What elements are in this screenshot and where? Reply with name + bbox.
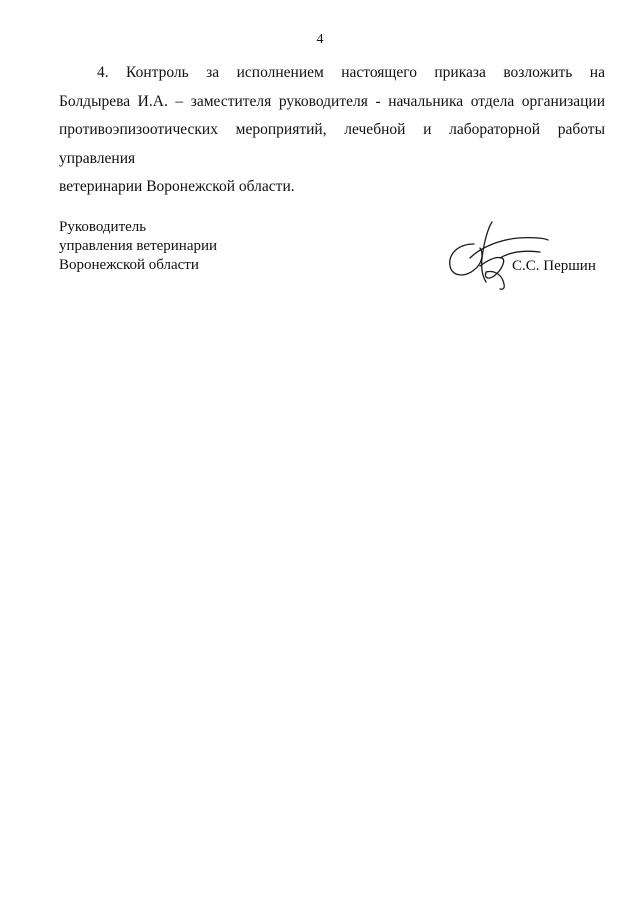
word: исполнением bbox=[236, 64, 324, 81]
item-number: 4. bbox=[97, 64, 109, 81]
signatory-title bbox=[59, 218, 217, 275]
signatory-title-line: Руководитель bbox=[59, 219, 147, 235]
paragraph-line-1 bbox=[59, 59, 605, 88]
order-paragraph-4 bbox=[59, 59, 605, 202]
word: на bbox=[589, 64, 605, 81]
page-number: 4 bbox=[316, 32, 324, 47]
paragraph-line-4: ветеринарии Воронежской области. bbox=[59, 178, 295, 195]
signatory-title-line: управления ветеринарии bbox=[59, 238, 218, 254]
word: настоящего bbox=[341, 64, 417, 81]
word: приказа bbox=[434, 64, 486, 81]
paragraph-line-3: противоэпизоотических мероприятий, лечебной и лабораторной работы управления bbox=[59, 121, 605, 167]
handwritten-signature bbox=[440, 214, 560, 294]
signer-name: С.С. Першин bbox=[512, 258, 596, 274]
word: за bbox=[206, 64, 220, 81]
paragraph-line-2: Болдырева И.А. – заместителя руководителя - начальника отдела организации bbox=[59, 92, 605, 110]
signatory-title-line: Воронежской области bbox=[59, 257, 199, 273]
word: возложить bbox=[503, 64, 573, 81]
word: Контроль bbox=[126, 64, 189, 81]
